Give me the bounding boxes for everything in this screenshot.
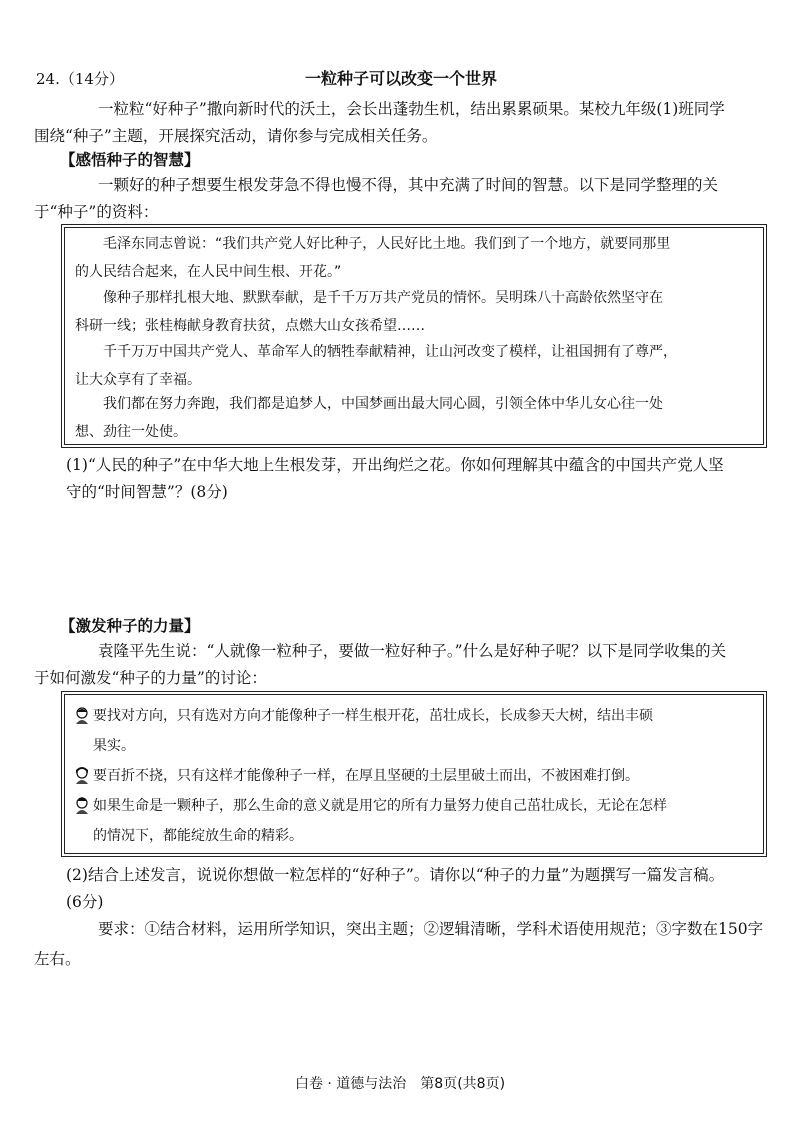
- requirements-line-1: 要求：①结合材料，运用所学知识，突出主题；②逻辑清晰，学科术语使用规范；③字数在150字: [98, 920, 764, 938]
- question-2-line-2: (6分): [66, 893, 104, 911]
- section1-heading: 【感悟种子的智慧】: [60, 151, 200, 169]
- material-paragraph: [75, 284, 755, 340]
- section1-line-2: 于“种子”的资料：: [34, 203, 159, 221]
- intro-paragraph: [34, 96, 768, 150]
- discussion-text: 要百折不挠，只有这样才能像种子一样，在厚且坚硬的土层里破土而出，不被困难打倒。: [93, 768, 639, 784]
- question-header: [36, 64, 766, 92]
- question-2-line-1: (2)结合上述发言，说说你想做一粒怎样的“好种子”。请你以“种子的力量”为题撰写一篇发言稿。: [66, 866, 725, 884]
- discussion-text: 如果生命是一颗种子，那么生命的意义就是用它的所有力量努力使自己茁壮成长，无论在怎样: [93, 798, 667, 814]
- intro-line-1: 一粒粒“好种子”撒向新时代的沃土，会长出蓬勃生机，结出累累硕果。某校九年级(1)班同学: [98, 100, 725, 118]
- material-line: 科研一线；张桂梅献身教育扶贫，点燃大山女孩希望……: [75, 318, 425, 334]
- material-paragraph: [75, 390, 755, 446]
- material-line: 像种子那样扎根大地、默默奉献，是千千万万共产党员的情怀。吴明珠八十高龄依然坚守在: [103, 290, 663, 306]
- section2-heading: 【激发种子的力量】: [60, 617, 200, 635]
- intro-line-2: 围绕“种子”主题，开展探究活动，请你参与完成相关任务。: [34, 127, 438, 145]
- student-avatar-icon: [73, 706, 91, 724]
- material-line: 千千万万中国共产党人、革命军人的牺牲奉献精神，让山河改变了模样，让祖国拥有了尊严，: [103, 344, 677, 360]
- material-line: 我们都在努力奔跑，我们都是追梦人，中国梦画出最大同心圆，引领全体中华儿女心往一处: [103, 396, 663, 412]
- section2-line-1: 袁隆平先生说：“人就像一粒种子，要做一粒好种子。”什么是好种子呢？以下是同学收集的关: [98, 642, 727, 660]
- discussion-item-3: [73, 791, 757, 851]
- question-1-line-2: 守的“时间智慧”？(8分): [66, 483, 228, 501]
- discussion-item-2: [73, 761, 757, 791]
- section2-line-2: 于如何激发“种子的力量”的讨论：: [34, 669, 267, 687]
- question-1-line-1: (1)“人民的种子”在中华大地上生根发芽，开出绚烂之花。你如何理解其中蕴含的中国共产党人坚: [66, 456, 724, 474]
- question-title: 一粒种子可以改变一个世界: [304, 69, 497, 88]
- material-paragraph: [75, 230, 755, 286]
- requirements-line-2: 左右。: [34, 950, 81, 968]
- material-line: 毛泽东同志曾说：“我们共产党人好比种子，人民好比土地。我们到了一个地方，就要同那里: [103, 236, 671, 252]
- student-avatar-icon: [73, 796, 91, 814]
- page-footer: 白卷 · 道德与法治 第8页(共8页): [294, 1076, 506, 1092]
- question-1: [66, 452, 768, 506]
- discussion-item-1: [73, 701, 757, 761]
- section1-line-1: 一颗好的种子想要生根发芽急不得也慢不得，其中充满了时间的智慧。以下是同学整理的关: [98, 176, 719, 194]
- discussion-text: 要找对方向，只有选对方向才能像种子一样生根开花，茁壮成长，长成参天大树，结出丰硕: [93, 708, 653, 724]
- discussion-text: 的情况下，都能绽放生命的精彩。: [93, 828, 303, 844]
- question-number: 24.（14分）: [36, 70, 124, 88]
- material-paragraph: [75, 338, 755, 394]
- requirements: [34, 914, 768, 974]
- discussion-text: 果实。: [93, 738, 135, 754]
- material-line: 想、劲往一处使。: [75, 424, 187, 440]
- material-line: 让大众享有了幸福。: [75, 372, 201, 388]
- material-line: 的人民结合起来，在人民中间生根、开花。”: [75, 264, 342, 280]
- student-avatar-icon: [73, 766, 91, 784]
- section1-paragraph: [34, 172, 768, 226]
- question-2: [66, 862, 768, 916]
- material-box-1: [64, 227, 764, 445]
- discussion-box: [64, 694, 764, 854]
- section2-paragraph: [34, 638, 768, 692]
